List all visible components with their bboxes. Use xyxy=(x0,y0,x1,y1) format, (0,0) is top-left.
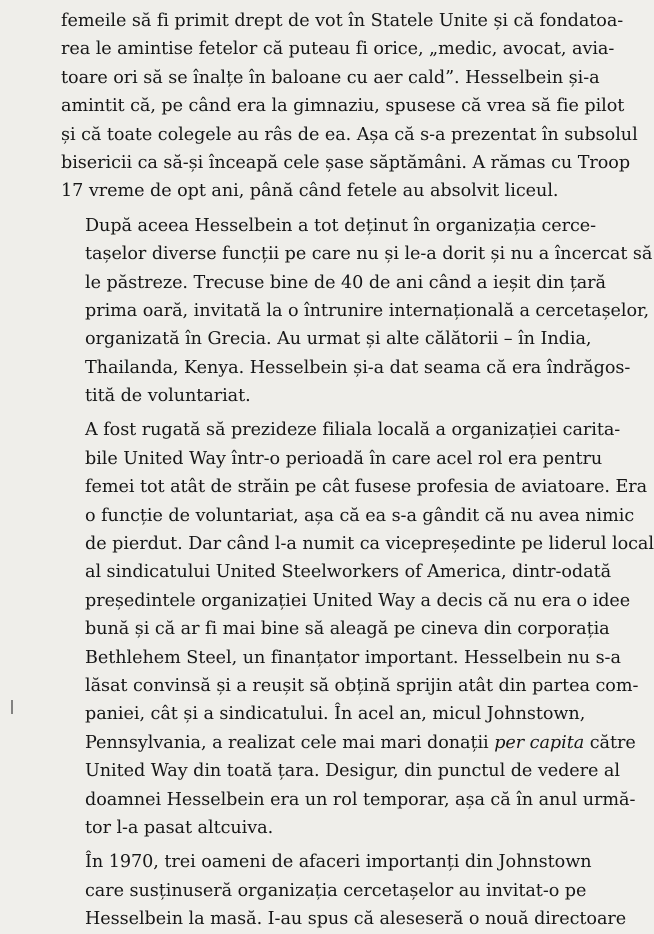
text-line: Bethlehem Steel, un finanțator important. Hesselbein nu s-a xyxy=(85,647,621,668)
text-line: După aceea Hesselbein a tot deținut în organizația cerce- xyxy=(85,215,597,236)
text-line: care susținuseră organizația cercetașelor au invitat-o pe xyxy=(85,880,587,901)
text-line: tor l-a pasat altcuiva. xyxy=(85,817,274,838)
text-line: de pierdut. Dar când l-a numit ca vicepreședinte pe liderul local xyxy=(85,534,654,555)
text-line: rea le amintise fetelor că puteau fi orice, „medic, avocat, avia- xyxy=(61,39,615,60)
text-line: United Way din toată țara. Desigur, din punctul de vedere al xyxy=(85,761,620,782)
text-line: al sindicatului United Steelworkers of America, dintr-odată xyxy=(85,562,612,583)
text-line: tașelor diverse funcții pe care nu și le-a dorit și nu a încercat să xyxy=(85,244,653,265)
paragraph-1 xyxy=(61,7,638,206)
text-line: toare ori să se înalțe în baloane cu aer cald”. Hesselbein și-a xyxy=(61,67,600,88)
text-line: doamnei Hesselbein era un rol temporar, așa că în anul urmă- xyxy=(85,789,636,810)
text-line: le păstreze. Trecuse bine de 40 de ani când a ieșit din țară xyxy=(85,272,606,293)
paragraph-4 xyxy=(61,848,627,933)
text-line: lăsat convinsă și a reușit să obțină sprijin atât din partea com- xyxy=(85,675,639,696)
text-line: 17 vreme de opt ani, până când fetele au absolvit liceul. xyxy=(61,181,559,202)
text-line: o funcție de voluntariat, așa că ea s-a gândit că nu avea nimic xyxy=(85,505,635,526)
text-line: A fost rugată să prezideze filiala locală a organizației carita- xyxy=(85,420,621,441)
paragraph-3 xyxy=(61,416,654,842)
margin-mark xyxy=(11,700,13,714)
italic-phrase: per capita xyxy=(494,732,585,753)
text-line: Thailanda, Kenya. Hesselbein și-a dat seama că era îndrăgos- xyxy=(85,357,631,378)
text-line: bile United Way într-o perioadă în care acel rol era pentru xyxy=(85,448,603,469)
text-line: organizată în Grecia. Au urmat și alte călătorii – în India, xyxy=(85,329,592,350)
text-line: femeile să fi primit drept de vot în Statele Unite și că fondatoa- xyxy=(61,11,624,31)
text-line: bisericii ca să-și înceapă cele șase săptămâni. A rămas cu Troop xyxy=(61,152,631,173)
text-line: și că toate colegele au râs de ea. Așa că s-a prezentat în subsolul xyxy=(61,124,638,145)
text-line: prima oară, invitată la o întrunire internațională a cercetașelor, xyxy=(85,300,650,321)
text-line: bună și că ar fi mai bine să aleagă pe cineva din corporația xyxy=(85,619,610,640)
text-line: președintele organizației United Way a decis că nu era o idee xyxy=(85,590,631,611)
paragraph-2 xyxy=(61,212,653,411)
text-line: paniei, cât și a sindicatului. În acel an, micul Johnstown, xyxy=(85,704,586,725)
text-line: tită de voluntariat. xyxy=(85,386,251,407)
text-line-italic: Pennsylvania, a realizat cele mai mari donații per capita către xyxy=(85,732,636,753)
text-line: amintit că, pe când era la gimnaziu, spusese că vrea să fie pilot xyxy=(61,96,625,117)
text-line: În 1970, trei oameni de afaceri importanți din Johnstown xyxy=(85,852,592,873)
text-line: Hesselbein la masă. I-au spus că aleseseră o nouă directoare xyxy=(85,909,627,930)
text-line: femei tot atât de străin pe cât fusese profesia de aviatoare. Era xyxy=(85,477,648,498)
